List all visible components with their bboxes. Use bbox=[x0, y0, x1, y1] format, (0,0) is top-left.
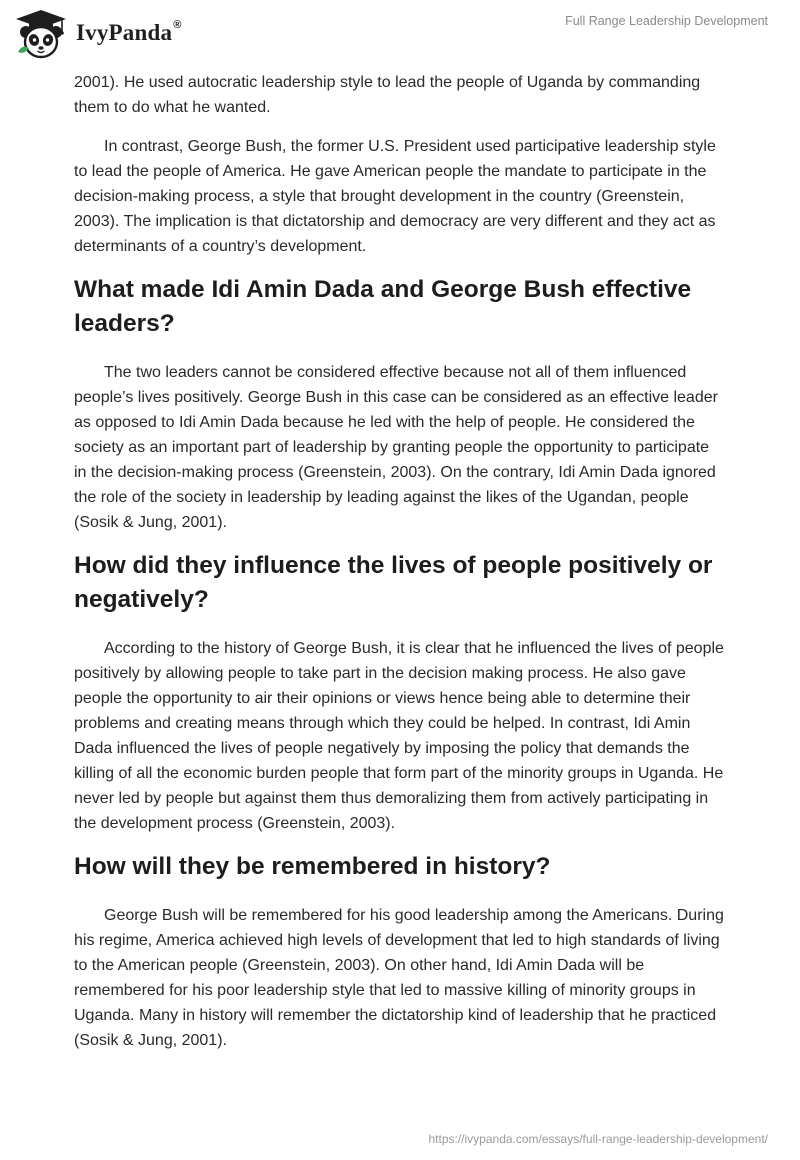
heading-effective-leaders: What made Idi Amin Dada and George Bush effective leaders? bbox=[74, 276, 692, 337]
page-header bbox=[0, 0, 800, 66]
paragraph-3: The two leaders cannot be considered effective because not all of them influenced people’s lives positively. George Bush in this case can be considered as an effective leader as opposed to Idi Amin Dada because he led with the help of people. He considered the society as an important part of leadership by granting people the opportunity to participate in the decision-making process (Greenstein, 2003). On the contrary, Idi Amin Dada ignored the role of the society in leadership by leading against the likes of the Ugandan, people (Sosik & Jung, 2001). bbox=[74, 364, 718, 531]
heading-influence-lives: How did they influence the lives of people positively or negatively? bbox=[74, 552, 713, 613]
heading-remembered-history: How will they be remembered in history? bbox=[74, 853, 551, 880]
source-url[interactable]: https://ivypanda.com/essays/full-range-leadership-development/ bbox=[428, 1132, 768, 1146]
paragraph-1: 2001). He used autocratic leadership style to lead the people of Uganda by commanding them to do what he wanted. bbox=[74, 74, 701, 116]
registered-mark: ® bbox=[173, 19, 182, 32]
paragraph-2: In contrast, George Bush, the former U.S. President used participative leadership style to lead the people of America. He gave American people the mandate to participate in the decision-making process, a style that brought development in the country (Greenstein, 2003). The implication is that dictatorship and democracy are very different and they act as determinants of a country’s development. bbox=[74, 138, 716, 255]
panda-graduate-logo-icon[interactable] bbox=[14, 8, 68, 60]
brand-name[interactable] bbox=[76, 20, 182, 46]
paragraph-5: George Bush will be remembered for his good leadership among the Americans. During his regime, America achieved high levels of development that led to high standards of living to the American people (Greenstein, 2003). On other hand, Idi Amin Dada will be remembered for his poor leadership style that led to massive killing of minority groups in Uganda. Many in history will remember the dictatorship kind of leadership that he practiced (Sosik & Jung, 2001). bbox=[74, 907, 724, 1049]
brand-text: IvyPanda bbox=[76, 20, 173, 45]
document-title: Full Range Leadership Development bbox=[565, 14, 768, 28]
article-body bbox=[74, 70, 724, 1067]
paragraph-4: According to the history of George Bush, it is clear that he influenced the lives of people positively by allowing people to take part in the decision making process. He also gave people the opportunity to air their opinions or views hence being able to determine their problems and creating means through which they could be helped. In contrast, Idi Amin Dada influenced the lives of people negatively by imposing the policy that demands the killing of all the economic burden people that form part of the minority groups in Uganda. He never led by people but against them thus demoralizing them from actively participating in the development process (Greenstein, 2003). bbox=[74, 640, 724, 832]
